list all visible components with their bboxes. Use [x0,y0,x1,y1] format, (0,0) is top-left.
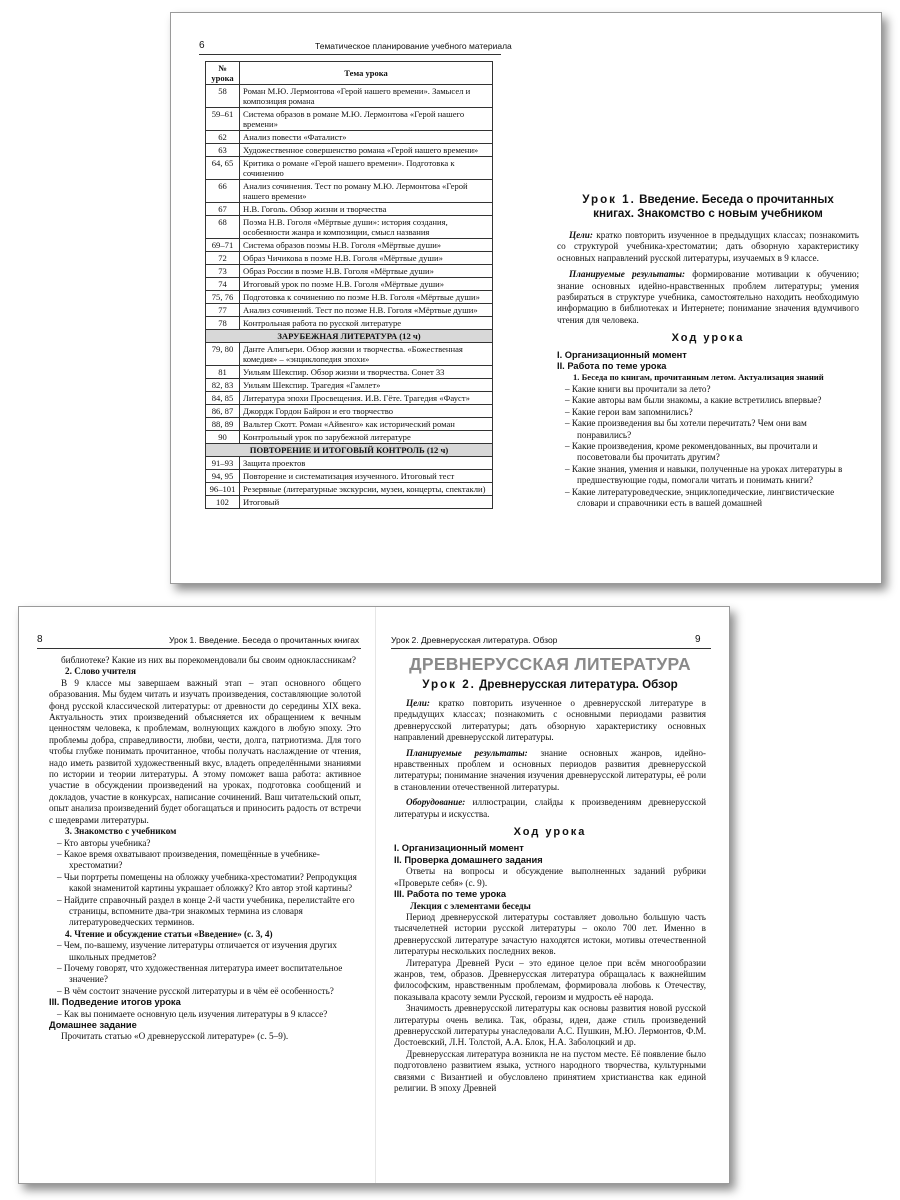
list-item: – Какие авторы вам были знакомы, а какие встретились впервые? [565,395,822,406]
lesson-topic-cell: Вальтер Скотт. Роман «Айвенго» как исторический роман [240,418,493,431]
table-header-row [206,62,493,85]
lesson-topic-cell: Подготовка к сочинению по поэме Н.В. Гоголя «Мёртвые души» [240,291,493,304]
lesson-number-cell: 82, 83 [206,379,240,392]
lesson-topic-cell: Итоговый урок по поэме Н.В. Гоголя «Мёртвые души» [240,278,493,291]
subsection-heading: 4. Чтение и обсуждение статьи «Введение» (с. 3, 4) [65,928,273,939]
column-header-topic: Тема урока [240,62,493,85]
table-row [206,379,493,392]
lesson-topic-cell: Контрольный урок по зарубежной литературе [240,431,493,444]
lesson-progress-heading: Ход урока [513,826,587,839]
stage-heading: II. Работа по теме урока [557,361,667,372]
lesson-1-column [557,193,859,509]
stage-heading: I. Организационный момент [394,843,524,854]
lesson-topic-cell: Уильям Шекспир. Трагедия «Гамлет» [240,379,493,392]
lesson-number-cell: 66 [206,180,240,203]
table-row [206,343,493,366]
lesson-number-cell: 59–61 [206,108,240,131]
lesson-number-cell: 77 [206,304,240,317]
table-row [206,180,493,203]
lesson-number-cell: 58 [206,85,240,108]
list-item: – Какие произведения, кроме рекомендованных, вы прочитали и посоветовали бы прочитать другим? [565,440,818,463]
lesson-number-cell: 86, 87 [206,405,240,418]
page-9-column [394,653,706,1094]
list-item: – Какие произведения вы бы хотели перечитать? Чем они вам понравились? [565,418,807,440]
section-heading: ДРЕВНЕРУССКАЯ ЛИТЕРАТУРА [409,654,691,674]
stage-heading: II. Проверка домашнего задания [394,854,543,865]
lesson-topic-cell: Литература эпохи Просвещения. И.В. Гёте. Трагедия «Фауст» [240,392,493,405]
lesson-topic-cell: Образ Чичикова в поэме Н.В. Гоголя «Мёртвые души» [240,252,493,265]
table-row [206,405,493,418]
lesson-topic-cell: Анализ сочинения. Тест по роману М.Ю. Лермонтова «Герой нашего времени» [240,180,493,203]
lesson-title: Урок 1. Введение. Беседа о прочитанных книгах. Знакомство с новым учебником [582,193,834,220]
lesson-plan-table [205,61,493,509]
table-row [206,144,493,157]
lesson-topic-cell: Система образов поэмы Н.В. Гоголя «Мёртвые души» [240,239,493,252]
lesson-topic-cell: Защита проектов [240,457,493,470]
lesson-topic-cell: Данте Алигьери. Обзор жизни и творчества. «Божественная комедия» – «энциклопедия эпохи» [240,343,493,366]
planned-results-paragraph: Планируемые результаты: знание основных жанров, идейно-нравственных проблем и основных периодов развития древнерусской литературы; понимание значения изучения древнерусской литературы, её роли в становлении отечественной литературы. [394,747,706,792]
table-row [206,496,493,509]
subsection-heading: 3. Знакомство с учебником [65,826,177,837]
lesson-number-cell: 84, 85 [206,392,240,405]
list-item: – Почему говорят, что художественная литература имеет воспитательное значение? [57,962,343,985]
lesson-number-cell: 64, 65 [206,157,240,180]
table-row [206,131,493,144]
lesson-title: Урок 2. Древнерусская литература. Обзор [422,678,678,691]
list-item: – Какие знания, умения и навыки, полученные на уроках литературы в предшествующие годы, помогали читать и понимать книги? [565,463,843,486]
table-row [206,265,493,278]
table-row [206,239,493,252]
list-item: – Какие книги вы прочитали за лето? [565,383,711,394]
running-head: Тематическое планирование учебного материала [315,41,512,51]
running-head: Урок 1. Введение. Беседа о прочитанных книгах [169,635,360,645]
list-item: – Какие герои вам запомнились? [565,406,693,417]
table-row [206,291,493,304]
table-row [206,203,493,216]
lecture-paragraph: Период древнерусской литературы составляет довольно большую часть тысячелетней истории русской литературы – около 700 лет. Именно в древнерусской литературе зачастую находятся истоки, мотивы отечественной литературы нескольких последних веков. [394,911,706,957]
table-row [206,392,493,405]
header-rule [37,648,361,649]
page-number: 6 [199,40,205,51]
lesson-number-cell: 67 [206,203,240,216]
subsection-heading: Лекция с элементами беседы [410,900,531,911]
section-title: ПОВТОРЕНИЕ И ИТОГОВЫЙ КОНТРОЛЬ (12 ч) [206,444,493,457]
subsection-heading: 1. Беседа по книгам, прочитанным летом. Актуализация знаний [573,372,824,383]
lesson-topic-cell: Образ России в поэме Н.В. Гоголя «Мёртвые души» [240,265,493,278]
table-row [206,304,493,317]
header-rule [199,54,501,55]
lesson-number-cell: 88, 89 [206,418,240,431]
lesson-number-cell: 62 [206,131,240,144]
table-row [206,157,493,180]
table-row [206,85,493,108]
lesson-topic-cell: Повторение и систематизация изученного. Итоговый тест [240,470,493,483]
list-item: – Какое время охватывают произведения, помещённые в учебнике-хрестоматии? [57,848,320,871]
lesson-number-cell: 91–93 [206,457,240,470]
table-row [206,216,493,239]
table-row [206,470,493,483]
page-number: 9 [695,634,701,645]
stage-heading: I. Организационный момент [557,349,687,360]
lesson-topic-cell: Роман М.Ю. Лермонтова «Герой нашего времени». Замысел и композиция романа [240,85,493,108]
lesson-number-cell: 81 [206,366,240,379]
lesson-number-cell: 69–71 [206,239,240,252]
book-page-6 [170,12,882,584]
lesson-topic-cell: Поэма Н.В. Гоголя «Мёртвые души»: история создания, особенности жанра и композиции, смысл названия [240,216,493,239]
table-row [206,366,493,379]
table-row [206,431,493,444]
table-row [206,278,493,291]
section-title: ЗАРУБЕЖНАЯ ЛИТЕРАТУРА (12 ч) [206,330,493,343]
lesson-topic-cell: Резервные (литературные экскурсии, музеи, концерты, спектакли) [240,483,493,496]
question-list [557,384,859,509]
homework-heading: Домашнее задание [49,1020,137,1030]
list-item: – Как вы понимаете основную цель изучения литературы в 9 классе? [57,1008,328,1019]
lesson-number-cell: 90 [206,431,240,444]
header-rule [391,648,711,649]
lesson-progress-heading: Ход урока [671,332,745,345]
homework-text: Прочитать статью «О древнерусской литературе» (с. 5–9). [61,1031,289,1042]
goals-paragraph: Цели: кратко повторить изученное о древнерусской литературе в предыдущих классах; познакомить с основными периодами развития древнерусской литературы; дать обзорную характеристику основных направлений древнерусской литературы. [394,698,706,743]
subsection-heading: 2. Слово учителя [65,666,136,677]
lesson-topic-cell: Критика о романе «Герой нашего времени». Подготовка к сочинению [240,157,493,180]
lesson-topic-cell: Анализ повести «Фаталист» [240,131,493,144]
table-row [206,483,493,496]
page-8-column [49,655,361,1043]
lesson-number-cell: 73 [206,265,240,278]
table-section-row [206,444,493,457]
homework-check-text: Ответы на вопросы и обсуждение выполненных заданий рубрики «Проверьте себя» (с. 9). [394,866,706,888]
list-item: – Какие литературоведческие, энциклопедические, лингвистические словари и справочники есть в вашей домашней [565,486,835,508]
lesson-number-cell: 96–101 [206,483,240,496]
page-number: 8 [37,634,43,645]
lesson-topic-cell: Художественное совершенство романа «Герой нашего времени» [240,144,493,157]
lesson-number-cell: 94, 95 [206,470,240,483]
lesson-topic-cell: Джордж Гордон Байрон и его творчество [240,405,493,418]
lecture-paragraph: Литература Древней Руси – это единое целое при всём многообразии жанров, тем, образов. Древнерусская литература обращалась к важнейшим философским, нравственным проблемам, формировала любовь к Отечеству, показывала красоту земли Русской, героизм и мудрость её народа. [394,957,706,1002]
lesson-topic-cell: Н.В. Гоголь. Обзор жизни и творчества [240,203,493,216]
goals-paragraph: Цели: кратко повторить изученное в предыдущих классах; познакомить со структурой учебника-хрестоматии; дать обзорную характеристику основных направлений русской литературы, изучаемых в 9 классе. [557,230,859,263]
lesson-topic-cell: Система образов в романе М.Ю. Лермонтова «Герой нашего времени» [240,108,493,131]
continued-text: библиотеке? Какие из них вы порекомендовали бы своим одноклассникам? [61,655,356,665]
lesson-number-cell: 79, 80 [206,343,240,366]
list-item: – В чём состоит значение русской литературы и в чём её особенность? [57,985,334,996]
lesson-topic-cell: Анализ сочинений. Тест по поэме Н.В. Гоголя «Мёртвые души» [240,304,493,317]
book-spread-8-9 [18,606,730,1184]
lecture-paragraph: Древнерусская литература возникла не на пустом месте. Её появление было подготовлено развитием языка, устного народного творчества, культурными связями с Византией и обусловлено принятием христианства как единой религии. В эпоху Древней [394,1048,706,1093]
lesson-topic-cell: Контрольная работа по русской литературе [240,317,493,330]
spine-divider [375,607,376,1183]
stage-heading: III. Подведение итогов урока [49,997,181,1008]
lesson-number-cell: 74 [206,278,240,291]
teacher-speech: В 9 классе мы завершаем важный этап – этап основного общего образования. Мы будем читать и изучать произведения, составляющие золотой фонд русской классической литературы: от древности до середины XIX века. Актуальность этих произведений объясняется их обращением к вечным ценностям человека, к проблемам, волнующих каждого в любую эпоху. Это проблемы добра, справедливости, любви, чести, долга, патриотизма. Для того чтобы глубже понимать прочитанное, чтобы получать наслаждение от чтения, надо иметь развитой художественный вкус, владеть определёнными знаниями по истории и теории литературы. А этому поможет ваша работа: активное участие в обсуждении произведений на уроках, подготовка сообщений и докладов, участие в конкурсах, написание сочинений. Ваш читательский опыт, опыт анализа произведений будет обогащаться и приносить радость от встречи с шедеврами литературы. [49,677,361,825]
lesson-number-cell: 102 [206,496,240,509]
lesson-number-cell: 63 [206,144,240,157]
table-row [206,418,493,431]
list-item: – Кто авторы учебника? [57,837,151,848]
list-item: – Чьи портреты помещены на обложку учебника-хрестоматии? Репродукция какой знаменитой картины украшает обложку? Кто автор этой картины? [57,871,357,894]
lesson-topic-cell: Итоговый [240,496,493,509]
column-header-number: № урока [206,62,240,85]
table-section-row [206,330,493,343]
list-item: – Чем, по-вашему, изучение литературы отличается от изучения других школьных предметов? [57,940,337,962]
lesson-number-cell: 68 [206,216,240,239]
running-head: Урок 2. Древнерусская литература. Обзор [391,635,558,645]
planned-results-paragraph: Планируемые результаты: формирование мотивации к обучению; знание основных идейно-нравственных проблем литературы; умения разбираться в структуре учебника, самостоятельно находить необходимую информацию в библиотеках и Интернете; понимание значения вдумчивого чтения для человека. [557,269,860,325]
list-item: – Найдите справочный раздел в конце 2-й части учебника, перелистайте его страницы, вспомните два-три знакомых термина из словаря литературоведческих терминов. [57,894,355,928]
table-row [206,108,493,131]
lesson-topic-cell: Уильям Шекспир. Обзор жизни и творчества. Сонет 33 [240,366,493,379]
lesson-number-cell: 75, 76 [206,291,240,304]
lesson-number-cell: 72 [206,252,240,265]
table-row [206,457,493,470]
lesson-number-cell: 78 [206,317,240,330]
equipment-paragraph: Оборудование: иллюстрации, слайды к произведениям древнерусской литературы и искусства. [394,797,706,819]
stage-heading: III. Работа по теме урока [394,889,506,900]
table-row [206,252,493,265]
table-row [206,317,493,330]
lecture-paragraph: Значимость древнерусской литературы как основы развития новой русской литературы очень велика. Так, образы, идеи, даже стиль произведений древнерусской литературы унаследовали А.С. Пушкин, М.Ю. Лермонтов, Ф.М. Достоевский, Л.Н. Толстой, А.А. Блок, Н.А. Заболоцкий и др. [394,1003,706,1048]
